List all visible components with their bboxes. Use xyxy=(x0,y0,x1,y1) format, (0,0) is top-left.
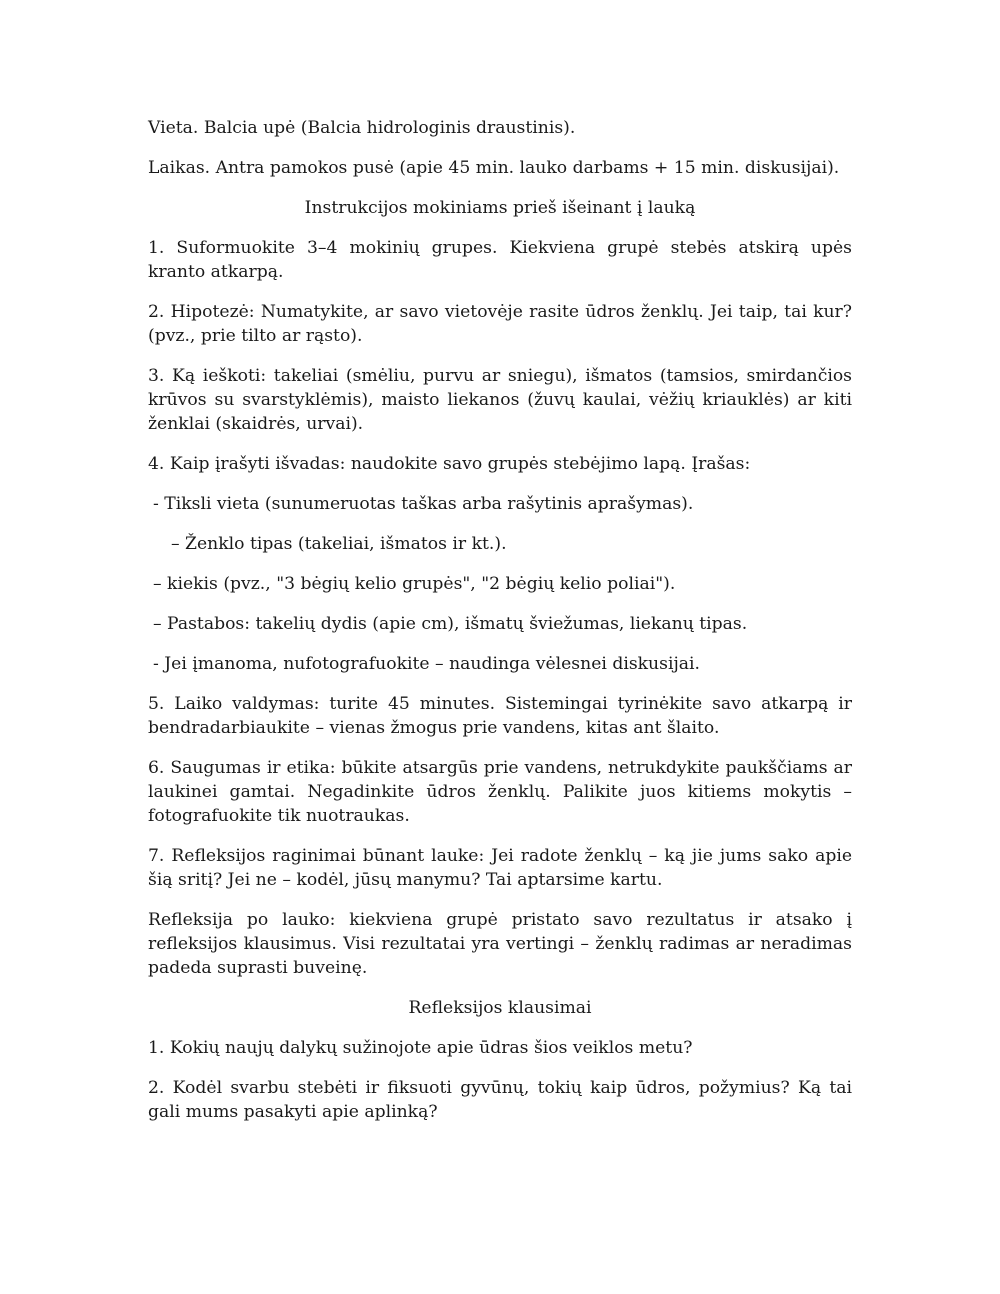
record-item-notes: – Pastabos: takelių dydis (apie cm), išmatų šviežumas, liekanų tipas. xyxy=(153,614,748,634)
questions-heading: Refleksijos klausimai xyxy=(408,998,592,1018)
reflection-after-field: Refleksija po lauko: kiekviena grupė pristato savo rezultatus ir atsako į refleksijos klausimus. Visi rezultatai yra vertingi – ženklų radimas ar neradimas padeda suprasti buveinę. xyxy=(148,910,852,978)
place-line: Vieta. Balcia upė (Balcia hidrologinis draustinis). xyxy=(148,118,576,138)
time-line: Laikas. Antra pamokos pusė (apie 45 min. lauko darbams + 15 min. diskusijai). xyxy=(148,158,840,178)
record-item-photo: - Jei įmanoma, nufotografuokite – naudinga vėlesnei diskusijai. xyxy=(153,654,700,674)
question-2: 2. Kodėl svarbu stebėti ir fiksuoti gyvūnų, tokių kaip ūdros, požymius? Ką tai gali mums pasakyti apie aplinką? xyxy=(148,1078,852,1122)
step-7: 7. Refleksijos raginimai būnant lauke: Jei radote ženklų – ką jie jums sako apie šią sritį? Jei ne – kodėl, jūsų manymu? Tai aptarsime kartu. xyxy=(148,846,852,890)
document-page xyxy=(148,116,852,1140)
step-4: 4. Kaip įrašyti išvadas: naudokite savo grupės stebėjimo lapą. Įrašas: xyxy=(148,454,751,474)
record-item-sign-type: – Ženklo tipas (takeliai, išmatos ir kt.). xyxy=(171,534,507,554)
step-2: 2. Hipotezė: Numatykite, ar savo vietovėje rasite ūdros ženklų. Jei taip, tai kur? (pvz., prie tilto ar rąsto). xyxy=(148,302,852,346)
step-6: 6. Saugumas ir etika: būkite atsargūs prie vandens, netrukdykite paukščiams ar laukinei gamtai. Negadinkite ūdros ženklų. Palikite juos kitiems mokytis – fotografuokite tik nuotraukas. xyxy=(148,758,852,826)
step-5: 5. Laiko valdymas: turite 45 minutes. Sistemingai tyrinėkite savo atkarpą ir bendradarbiaukite – vienas žmogus prie vandens, kitas ant šlaito. xyxy=(148,694,852,738)
record-item-location: - Tiksli vieta (sunumeruotas taškas arba rašytinis aprašymas). xyxy=(153,494,694,514)
step-1: 1. Suformuokite 3–4 mokinių grupes. Kiekviena grupė stebės atskirą upės kranto atkarpą. xyxy=(148,238,852,282)
question-1: 1. Kokių naujų dalykų sužinojote apie ūdras šios veiklos metu? xyxy=(148,1038,693,1058)
step-3: 3. Ką ieškoti: takeliai (smėliu, purvu ar sniegu), išmatos (tamsios, smirdančios krūvos su svarstyklėmis), maisto liekanos (žuvų kaulai, vėžių kriauklės) ar kiti ženklai (skaidrės, urvai). xyxy=(148,366,852,434)
instructions-heading: Instrukcijos mokiniams prieš išeinant į lauką xyxy=(304,198,696,218)
record-item-amount: – kiekis (pvz., "3 bėgių kelio grupės", "2 bėgių kelio poliai"). xyxy=(153,574,676,594)
